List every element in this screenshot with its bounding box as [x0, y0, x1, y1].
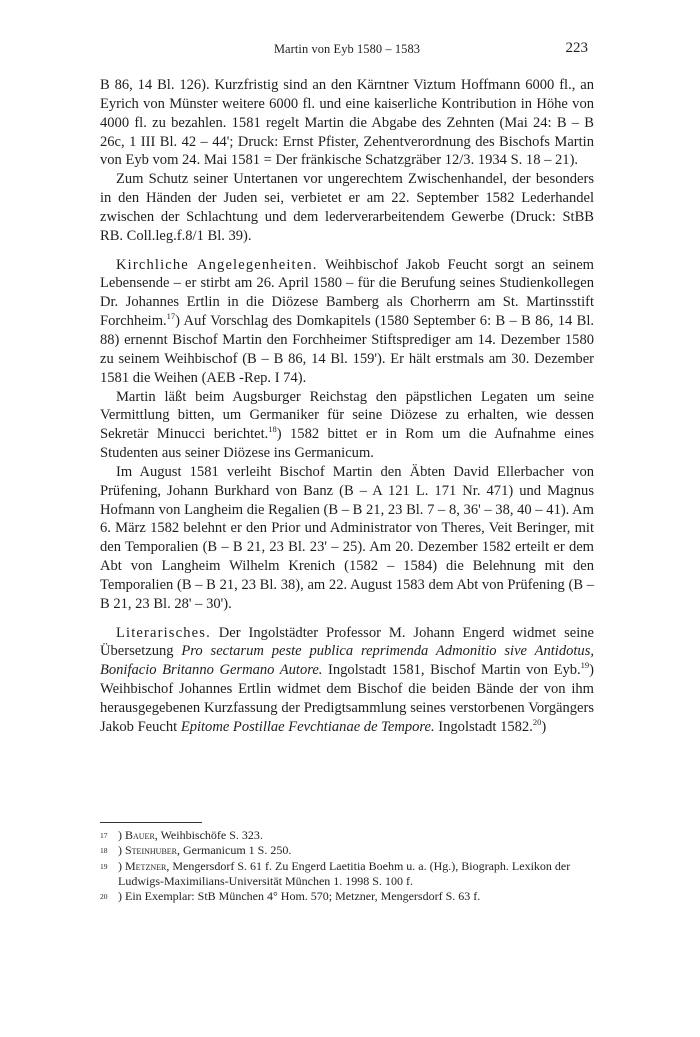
paragraph: [100, 388, 594, 463]
running-title: Martin von Eyb 1580 – 1583: [273, 42, 421, 56]
page-number: 223: [565, 40, 588, 56]
footnote-number: 17: [100, 831, 108, 840]
text-run: Ingolstadt 1581, Bischof Martin von Eyb.: [322, 662, 581, 679]
text-run: ) 1582 bittet er in Rom um die Aufnahme eines Studenten aus seiner Diözese ins Germanicum.: [100, 426, 594, 462]
section-heading: Literarisches.: [116, 624, 211, 641]
footnote-paren: ): [118, 889, 125, 904]
footnote-author: Metzner: [125, 858, 167, 873]
footnote-ref[interactable]: 19: [580, 660, 590, 671]
main-text: [100, 76, 594, 737]
footnote-author: Bauer: [125, 828, 155, 842]
paragraph: B 86, 14 Bl. 126). Kurzfristig sind an den Kärntner Viztum Hoffmann 6000 fl., an Eyrich von Münster weitere 6000 fl. und eine kaiserliche Kontribution in Höhe von 4000 fl. zu bezahlen. 1581 regelt Martin die Abgabe des Zehnten (Mai 24: B – B 26c, 1 III Bl. 42 – 44'; Druck: Ernst Pfister, Zehentverordnung des Bischofs Martin von Eyb vom 24. Mai 1581 = Der fränkische Schatzgräber 12/3. 1934 S. 18 – 21).: [100, 77, 594, 169]
footnote-text: , Mengersdorf S. 61 f. Zu Engerd Laetitia Boehm u. a. (Hg.), Biograph. Lexikon der Ludwigs-Maximilians-Universität München 1. 1998 S. 100 f.: [118, 858, 571, 888]
footnote-ref[interactable]: 20: [532, 716, 542, 727]
text-run: Der Ingolstädter Professor M. Johann Engerd widmet seine Übersetzung: [100, 624, 594, 660]
footnote: [100, 828, 594, 843]
footnote-text: , Germanicum 1 S. 250.: [177, 843, 292, 858]
footnote-paren: ): [118, 858, 125, 873]
footnote-text: Ein Exemplar: StB München 4° Hom. 570; Metzner, Mengersdorf S. 63 f.: [125, 889, 481, 904]
footnote-text: , Weihbischöfe S. 323.: [154, 828, 263, 842]
text-run: ) Auf Vorschlag des Domkapitels (1580 September 6: B – B 86, 14 Bl. 88) ernennt Bischof Martin den Forchheimer Stiftsprediger am 14. Dezember 1580 zu seinem Weihbischof (B – B 86, 14 Bl. 159'). Er hält erstmals am 30. Dezember 1581 die Weihen (AEB -Rep. I 74).: [100, 313, 594, 386]
text-run: Weihbischof Jakob Feucht sorgt an seinem Lebensende – er stirbt am 26. April 1580 – für die Berufung seines Studienkollegen Dr. Johannes Ertlin in die Diözese Bamberg als Chorherrn am St. Martinsstift Forchheim.: [100, 256, 595, 330]
footnote: [100, 843, 594, 858]
book-title: Pro sectarum peste publica reprimenda Admonitio sive Antidotus, Bonifacio Britanno Germano Autore.: [100, 643, 595, 679]
text-run: Ingolstadt 1582.: [434, 718, 533, 735]
footnote-author: Steinhuber: [125, 843, 178, 858]
footnotes: [100, 828, 594, 904]
paragraph-literary: [100, 624, 594, 737]
section-heading: Kirchliche Angelegenheiten.: [116, 256, 318, 273]
footnote: [100, 859, 594, 890]
footnote-number: 20: [100, 892, 108, 902]
footnote-number: 18: [100, 846, 108, 856]
text-run: ): [541, 718, 547, 735]
footnote-ref[interactable]: 18: [268, 424, 277, 435]
footnote: [100, 889, 594, 904]
text-run: ) Weihbischof Johannes Ertlin widmet dem Bischof die beiden Bände der von ihm herausgegebenen Kurzfassung der Predigtsammlung seines verstorbenen Vorgängers Jakob Feucht: [100, 662, 594, 735]
footnote-separator: [100, 822, 202, 823]
paragraph: Im August 1581 verleiht Bischof Martin den Äbten David Ellerbacher von Prüfening, Johann Burkhard von Banz (B – A 121 L. 171 Nr. 471) und Magnus Hofmann von Langheim die Regalien (B – B 21, 23 Bl. 7 – 8, 36' – 38, 40 – 41). Am 6. März 1582 belehnt er den Prior und Administrator von Theres, Veit Beringer, mit den Temporalien (B – B 21, 23 Bl. 23' – 25). Am 20. Dezember 1582 erteilt er dem Abt von Langheim Wilhelm Krenich (1582 – 1584) die Belehnung mit den Temporalien (B – B 21, 23 Bl. 38), am 22. August 1583 dem Abt von Prüfening (B – B 21, 23 Bl. 28' – 30').: [100, 463, 594, 612]
footnote-paren: ): [118, 828, 125, 842]
footnote-paren: ): [118, 843, 125, 858]
book-title: Epitome Postillae Fevchtianae de Tempore.: [180, 718, 435, 735]
text-run: Martin läßt beim Augsburger Reichstag den päpstlichen Legaten um seine Vermittlung bitten, um Germaniker für seine Diözese zu erhalten, wie dessen Sekretär Minucci berichtet.: [100, 388, 594, 443]
paragraph-church-affairs: [100, 256, 594, 388]
paragraph: Zum Schutz seiner Untertanen vor ungerechtem Zwischenhandel, der besonders in den Händen der Juden sei, verbietet er am 22. September 1582 Lederhandel zwischen der Schlachtung und dem lederverarbeitendem Gewerbe (Druck: StBB RB. Coll.leg.f.8/1 Bl. 39).: [100, 171, 594, 244]
footnote-number: 19: [100, 861, 108, 871]
footnote-ref[interactable]: 17: [166, 311, 176, 322]
